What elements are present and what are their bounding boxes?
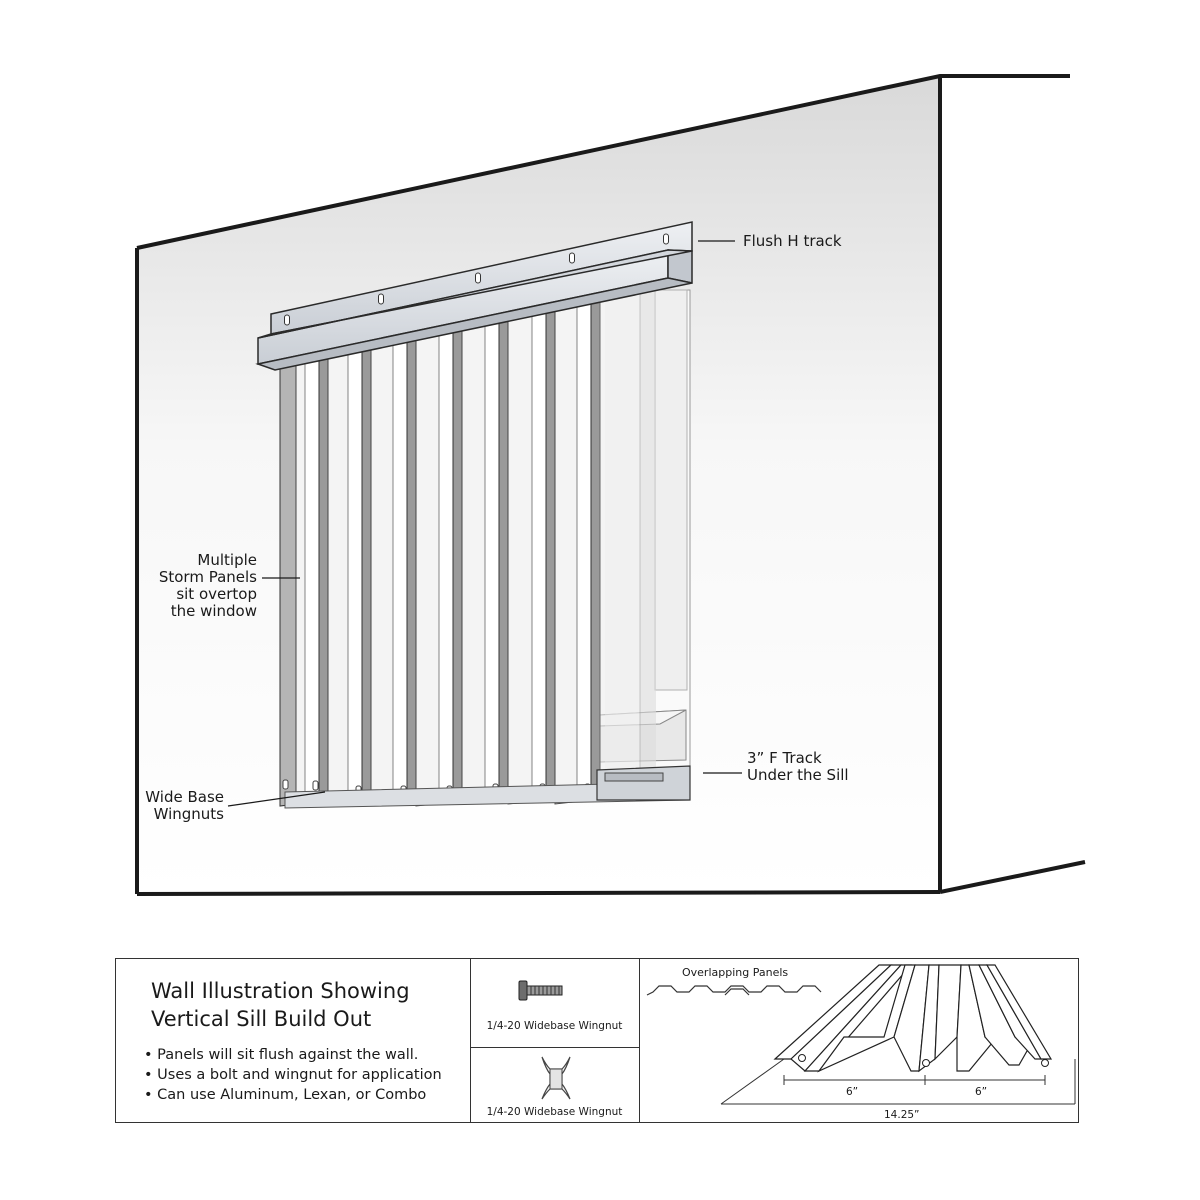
track-bolt-slot bbox=[476, 273, 481, 283]
storm-panels bbox=[280, 288, 640, 806]
track-bolt-slot bbox=[570, 253, 575, 263]
wingnut-marker bbox=[313, 781, 318, 790]
overlap-panel bbox=[639, 959, 1078, 1122]
wingnut-label: 1/4-20 Widebase Wingnut bbox=[486, 1106, 623, 1118]
transparent-panel bbox=[600, 288, 640, 800]
hardware-panel bbox=[470, 959, 640, 1122]
dimension-lines bbox=[721, 1059, 1075, 1104]
wingnut-section bbox=[470, 1047, 639, 1122]
panel-rib bbox=[591, 296, 600, 800]
panel-profile-diagram bbox=[639, 959, 1079, 1124]
track-bolt-slot bbox=[379, 294, 384, 304]
panel-rib bbox=[546, 305, 555, 800]
wingnut-marker bbox=[283, 780, 288, 789]
panel-fold bbox=[393, 334, 407, 804]
panel-rib bbox=[362, 341, 371, 802]
overlapping-panels-label: Overlapping Panels bbox=[682, 966, 789, 979]
storm-panels-label: Multiple Storm Panels sit overtop the window bbox=[158, 551, 257, 620]
dimension-right: 6” bbox=[975, 1086, 988, 1098]
info-title-line-2: Vertical Sill Build Out bbox=[151, 1007, 372, 1031]
panel-rib bbox=[280, 357, 296, 806]
panel-rib bbox=[407, 332, 416, 802]
bolt-icon bbox=[470, 959, 639, 1019]
dimension-total: 14.25” bbox=[884, 1109, 920, 1121]
wingnut-icon bbox=[470, 1047, 639, 1102]
description-panel bbox=[116, 959, 471, 1122]
feature-list bbox=[144, 1045, 442, 1105]
panel-fold bbox=[348, 343, 362, 804]
feature-item: • Uses a bolt and wingnut for application bbox=[144, 1065, 442, 1085]
panel-fold bbox=[532, 307, 546, 802]
panel-rib bbox=[499, 314, 508, 800]
info-box bbox=[115, 958, 1079, 1123]
bolt-label: 1/4-20 Widebase Wingnut bbox=[486, 1020, 623, 1032]
bolt-section bbox=[470, 959, 639, 1048]
panel-fold bbox=[439, 325, 453, 804]
panel-fold bbox=[485, 316, 499, 802]
flush-h-track-label: Flush H track bbox=[743, 232, 842, 250]
panel-fold bbox=[305, 352, 319, 799]
feature-item: • Can use Aluminum, Lexan, or Combo bbox=[144, 1085, 442, 1105]
wingnuts-label: Wide Base Wingnuts bbox=[145, 788, 224, 823]
dimension-left: 6” bbox=[846, 1086, 859, 1098]
feature-item: • Panels will sit flush against the wall. bbox=[144, 1045, 442, 1065]
panel-fold bbox=[577, 298, 591, 802]
info-title-line-1: Wall Illustration Showing bbox=[151, 979, 410, 1003]
corrugated-panel-3d bbox=[775, 965, 1051, 1071]
panel-rib bbox=[319, 350, 328, 797]
overlap-profile-sketch bbox=[647, 986, 821, 995]
track-bolt-slot bbox=[285, 315, 290, 325]
info-title bbox=[151, 977, 410, 1033]
f-track-label: 3” F Track Under the Sill bbox=[747, 749, 849, 784]
panel-rib bbox=[453, 323, 462, 802]
track-bolt-slot bbox=[664, 234, 669, 244]
